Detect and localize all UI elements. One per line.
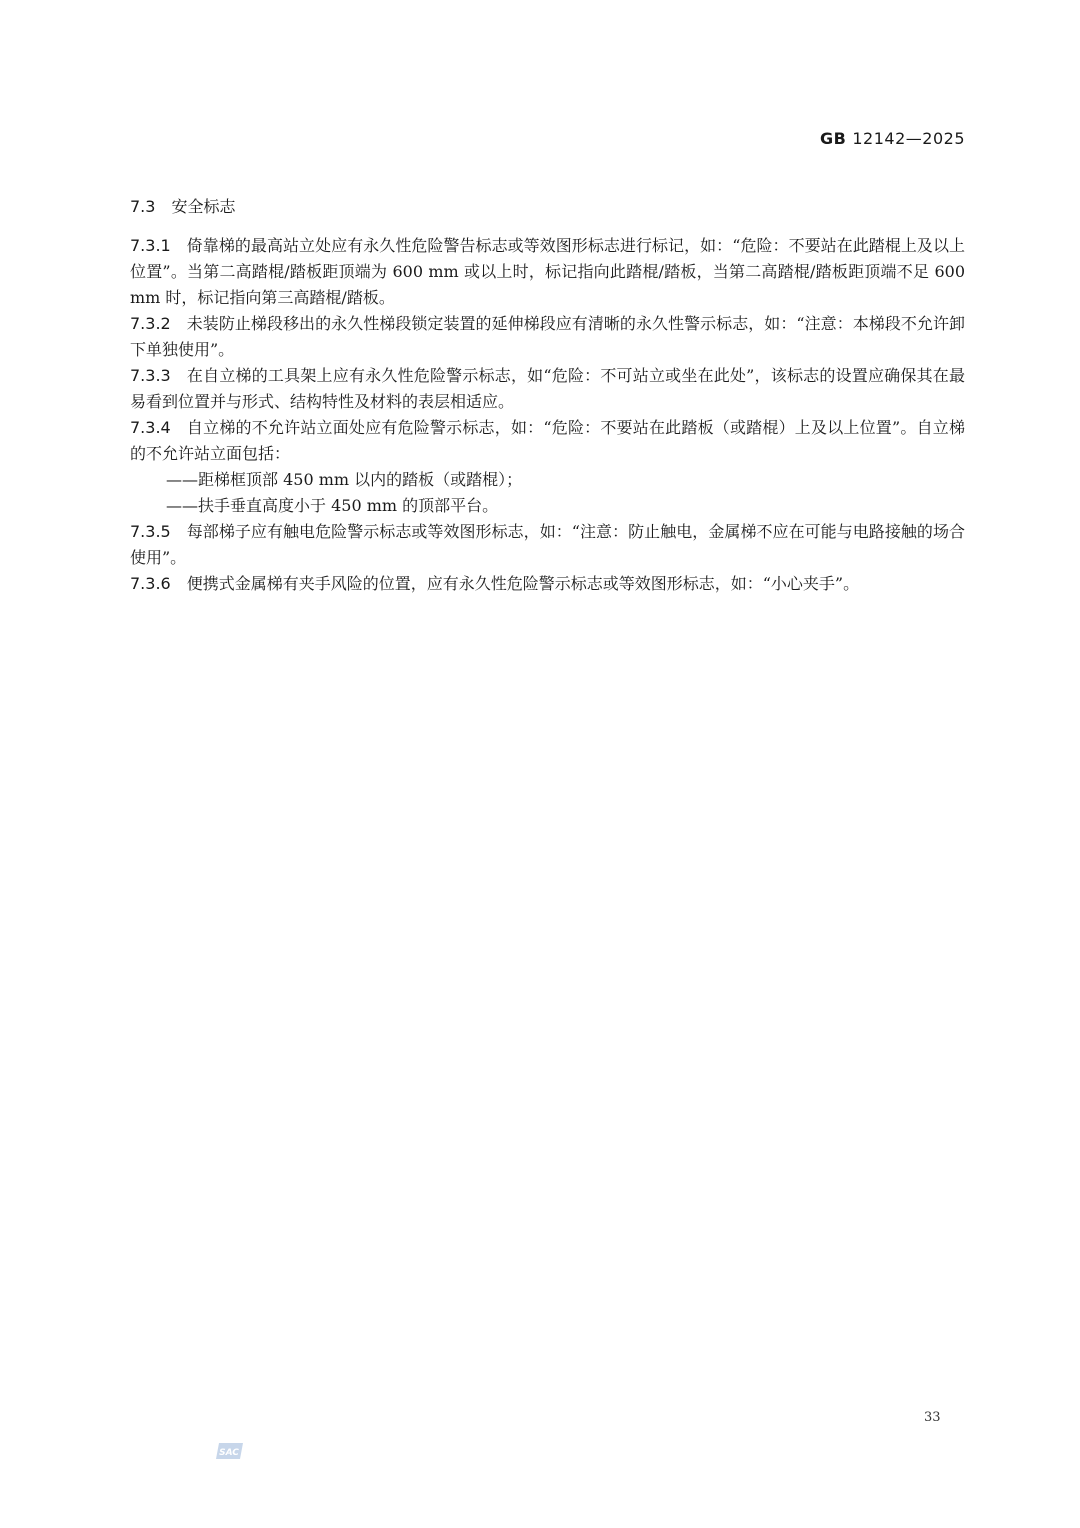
clause-text: 便携式金属梯有夹手风险的位置，应有永久性危险警示标志或等效图形标志，如：“小心夹手”。 [186,574,860,593]
clause-text: 自立梯的不允许站立面处应有危险警示标志，如：“危险：不要站在此踏板（或踏棍）上及以上位置”。自立梯的不允许站立面包括： [130,418,965,463]
clause-text: 倚靠梯的最高站立处应有永久性危险警告标志或等效图形标志进行标记，如：“危险：不要站在此踏棍上及以上位置”。当第二高踏棍/踏板距顶端为 600 mm 或以上时，标记指向此踏棍/踏板，当第二高踏棍/踏板距顶端不足 600 mm 时，标记指向第三高踏棍/踏板。 [130,236,965,307]
clause-7-3-6 [130,571,965,597]
page-number: 33 [924,1410,941,1425]
clause-number: 7.3.5 [130,522,171,541]
clause-number: 7.3.1 [130,236,171,255]
section-heading [130,194,235,217]
list-item: ——距梯框顶部 450 mm 以内的踏板（或踏棍）； [166,470,523,489]
clause-7-3-1 [130,233,965,311]
document-code [820,129,965,148]
section-number: 7.3 [130,197,156,216]
clause-text: 每部梯子应有触电危险警示标志或等效图形标志，如：“注意：防止触电，金属梯不应在可能与电路接触的场合使用”。 [130,522,965,567]
standard-prefix: GB [820,129,847,148]
sac-logo-icon [216,1441,246,1461]
standard-number: 12142—2025 [852,129,965,148]
clause-7-3-3 [130,363,965,415]
clause-7-3-2 [130,311,965,363]
logo-text: SAC [219,1448,239,1458]
clause-text: 未装防止梯段移出的永久性梯段锁定装置的延伸梯段应有清晰的永久性警示标志，如：“注意：本梯段不允许卸下单独使用”。 [130,314,965,359]
clauses-body [130,233,965,597]
clause-text: 在自立梯的工具架上应有永久性危险警示标志，如“危险：不可站立或坐在此处”，该标志的设置应确保其在最易看到位置并与形式、结构特性及材料的表层相适应。 [130,366,965,411]
clause-number: 7.3.3 [130,366,171,385]
clause-7-3-4 [130,415,965,467]
clause-number: 7.3.4 [130,418,171,437]
section-title: 安全标志 [171,197,236,216]
clause-number: 7.3.2 [130,314,171,333]
clause-number: 7.3.6 [130,574,171,593]
list-item: ——扶手垂直高度小于 450 mm 的顶部平台。 [166,496,499,515]
clause-7-3-5 [130,519,965,571]
